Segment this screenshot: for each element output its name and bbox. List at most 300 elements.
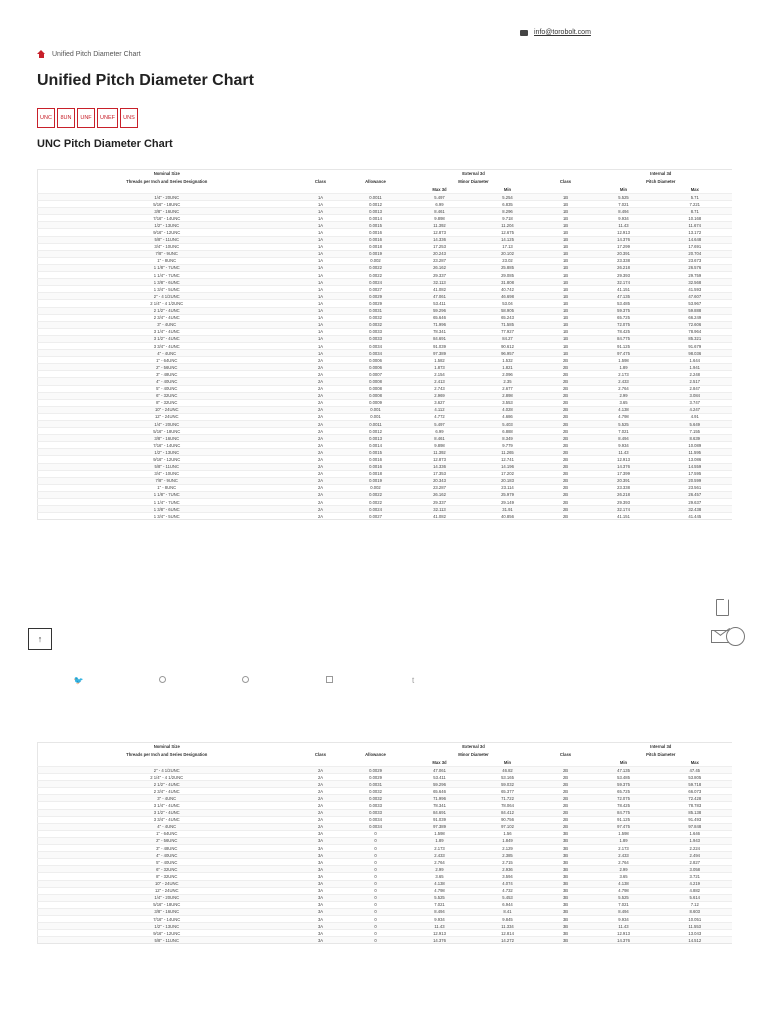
cell-class: 3A — [296, 859, 346, 866]
cell-pitch-min: 84.775 — [590, 335, 658, 342]
cell-class: 3A — [296, 880, 346, 887]
cell-allowance: 0.0006 — [346, 364, 406, 371]
cell-thread: 9/16" - 12UNC — [38, 229, 296, 236]
cell-minor-min: 2.677 — [474, 385, 542, 392]
cell-class: 1A — [296, 201, 346, 208]
cell-internal-class: 3B — [542, 880, 590, 887]
cell-class: 2A — [296, 823, 346, 830]
cell-minor-max: 2.173 — [406, 845, 474, 852]
cell-class: 3A — [296, 873, 346, 880]
cell-pitch-min: 65.725 — [590, 314, 658, 321]
cell-pitch-max: 2.827 — [658, 859, 732, 866]
cell-minor-max: 71.996 — [406, 321, 474, 328]
cell-class: 1A — [296, 293, 346, 300]
cell-minor-min: 2.096 — [474, 371, 542, 378]
cell-pitch-max: 26.576 — [658, 264, 732, 271]
tab-uns[interactable]: UNS — [120, 108, 138, 128]
cell-pitch-max: 23.673 — [658, 257, 732, 264]
cell-minor-max: 65.646 — [406, 314, 474, 321]
header-class-internal: Class — [559, 752, 572, 757]
cell-allowance: 0.0022 — [346, 272, 406, 279]
cell-minor-max: 59.296 — [406, 781, 474, 788]
cell-allowance: 0.0015 — [346, 449, 406, 456]
cell-allowance: 0.0033 — [346, 328, 406, 335]
cell-minor-max: 4.112 — [406, 406, 474, 413]
table-row — [38, 463, 733, 470]
cell-minor-max: 20.243 — [406, 250, 474, 257]
cell-thread: 6" - 32UNC — [38, 392, 296, 399]
cell-thread: 1" - 64UNC — [38, 357, 296, 364]
tab-unc[interactable]: UNC — [37, 108, 55, 128]
cell-internal-class: 2B — [542, 774, 590, 781]
cell-allowance: 0 — [346, 830, 406, 837]
cell-internal-class: 3B — [542, 937, 590, 944]
cell-internal-class: 1B — [542, 257, 590, 264]
cell-pitch-max: 47.45 — [658, 767, 732, 774]
cell-pitch-min: 59.375 — [590, 307, 658, 314]
cell-minor-min: 17.202 — [474, 470, 542, 477]
tab-unf[interactable]: UNF — [77, 108, 95, 128]
cell-pitch-min: 11.43 — [590, 923, 658, 930]
cell-thread: 4" - 4UNC — [38, 823, 296, 830]
cell-pitch-min: 4.138 — [590, 406, 658, 413]
instagram-icon[interactable] — [152, 676, 172, 685]
cell-internal-class: 2B — [542, 421, 590, 428]
table-row — [38, 908, 733, 915]
cell-pitch-max: 72.606 — [658, 321, 732, 328]
cell-class: 1A — [296, 236, 346, 243]
cell-minor-min: 97.102 — [474, 823, 542, 830]
cell-thread: 9/16" - 12UNC — [38, 930, 296, 937]
cell-internal-class: 3B — [542, 866, 590, 873]
cell-thread: 5/16" - 18UNC — [38, 901, 296, 908]
cell-class: 2A — [296, 442, 346, 449]
cell-minor-max: 91.039 — [406, 342, 474, 349]
cell-allowance: 0.0008 — [346, 378, 406, 385]
cell-minor-min: 14.272 — [474, 937, 542, 944]
table-row — [38, 513, 733, 520]
table-row — [38, 816, 733, 823]
cell-minor-min: 9.845 — [474, 915, 542, 922]
cell-thread: 10" - 24UNC — [38, 406, 296, 413]
header-external: External 3d — [462, 744, 485, 750]
cell-thread: 3/8" - 16UNC — [38, 208, 296, 215]
cell-thread: 1" - 8UNC — [38, 257, 296, 264]
cell-pitch-min: 1.598 — [590, 357, 658, 364]
table-row — [38, 823, 733, 830]
email-link[interactable]: info@torobolt.com — [534, 29, 591, 36]
cell-thread: 3 3/4" - 4UNC — [38, 816, 296, 823]
cell-pitch-min: 65.725 — [590, 788, 658, 795]
cell-thread: 1" - 8UNC — [38, 484, 296, 491]
cell-class: 2A — [296, 385, 346, 392]
cell-internal-class: 2B — [542, 802, 590, 809]
header-max: Max 3d — [432, 759, 447, 765]
table-row — [38, 293, 733, 300]
header-threads: Threads per Inch and Series Designation — [126, 752, 208, 757]
cell-class: 2A — [296, 463, 346, 470]
cell-thread: 1/2" - 13UNC — [38, 449, 296, 456]
cell-thread: 1 1/8" - 7UNC — [38, 264, 296, 271]
cell-allowance: 0 — [346, 894, 406, 901]
cell-internal-class: 2B — [542, 513, 590, 520]
cell-thread: 12" - 24UNC — [38, 413, 296, 420]
cell-pitch-max: 78.964 — [658, 328, 732, 335]
cell-allowance: 0.0018 — [346, 243, 406, 250]
cell-internal-class: 2B — [542, 767, 590, 774]
cell-pitch-min: 11.43 — [590, 222, 658, 229]
cell-minor-min: 65.377 — [474, 788, 542, 795]
table-row — [38, 335, 733, 342]
cell-pitch-max: 4.247 — [658, 406, 732, 413]
whatsapp-icon[interactable] — [726, 627, 745, 646]
cell-allowance: 0.0029 — [346, 300, 406, 307]
cell-internal-class: 1B — [542, 222, 590, 229]
cell-allowance: 0.0027 — [346, 286, 406, 293]
cell-allowance: 0.0016 — [346, 456, 406, 463]
cell-internal-class: 3B — [542, 908, 590, 915]
cell-class: 1A — [296, 215, 346, 222]
cell-minor-min: 5.403 — [474, 421, 542, 428]
table-row — [38, 208, 733, 215]
cell-minor-max: 32.113 — [406, 506, 474, 513]
cell-pitch-max: 2.517 — [658, 378, 732, 385]
cell-minor-max: 14.336 — [406, 463, 474, 470]
cell-pitch-min: 53.485 — [590, 774, 658, 781]
cell-minor-max: 23.287 — [406, 484, 474, 491]
cell-allowance: 0.0016 — [346, 463, 406, 470]
cell-minor-max: 6.99 — [406, 201, 474, 208]
cell-allowance: 0 — [346, 901, 406, 908]
cell-pitch-min: 11.43 — [590, 449, 658, 456]
cell-minor-min: 58.905 — [474, 307, 542, 314]
table-row — [38, 795, 733, 802]
cell-allowance: 0.0032 — [346, 795, 406, 802]
cell-pitch-max: 2.847 — [658, 385, 732, 392]
cell-class: 3A — [296, 837, 346, 844]
cell-internal-class: 3B — [542, 901, 590, 908]
table-row — [38, 837, 733, 844]
cell-minor-min: 29.149 — [474, 499, 542, 506]
cell-minor-min: 6.944 — [474, 901, 542, 908]
header-min: Min — [503, 759, 512, 765]
cell-class: 1A — [296, 279, 346, 286]
cell-pitch-min: 2.173 — [590, 371, 658, 378]
cell-class: 1A — [296, 229, 346, 236]
cell-minor-min: 25.979 — [474, 491, 542, 498]
cell-pitch-max: 10.089 — [658, 442, 732, 449]
cell-minor-max: 91.039 — [406, 816, 474, 823]
table-row — [38, 880, 733, 887]
cell-class: 1A — [296, 264, 346, 271]
cell-allowance: 0.0011 — [346, 421, 406, 428]
cell-internal-class: 2B — [542, 456, 590, 463]
cell-class: 3A — [296, 830, 346, 837]
cell-allowance: 0.0016 — [346, 229, 406, 236]
cell-minor-min: 12.675 — [474, 229, 542, 236]
cell-thread: 2 1/4" - 4 1/2UNC — [38, 300, 296, 307]
cell-allowance: 0 — [346, 930, 406, 937]
table-row — [38, 491, 733, 498]
cell-thread: 1 3/8" - 6UNC — [38, 279, 296, 286]
cell-pitch-max: 4.219 — [658, 880, 732, 887]
cell-pitch-min: 41.151 — [590, 513, 658, 520]
cell-allowance: 0.0022 — [346, 491, 406, 498]
cell-minor-max: 2.433 — [406, 852, 474, 859]
cell-thread: 5/16" - 18UNC — [38, 428, 296, 435]
cell-pitch-min: 14.376 — [590, 463, 658, 470]
cell-class: 2A — [296, 816, 346, 823]
cell-class: 2A — [296, 491, 346, 498]
table-row — [38, 279, 733, 286]
cell-pitch-min: 12.913 — [590, 229, 658, 236]
table-row — [38, 321, 733, 328]
cell-thread: 4" - 4UNC — [38, 350, 296, 357]
page-title: Unified Pitch Diameter Chart — [37, 72, 254, 89]
linkedin-icon[interactable] — [320, 676, 340, 685]
cell-minor-min: 12.814 — [474, 930, 542, 937]
cell-internal-class: 3B — [542, 852, 590, 859]
cell-class: 2A — [296, 371, 346, 378]
cell-thread: 3/8" - 16UNC — [38, 908, 296, 915]
cell-pitch-min: 1.89 — [590, 364, 658, 371]
cell-thread: 12" - 24UNC — [38, 887, 296, 894]
cell-pitch-min: 2.173 — [590, 845, 658, 852]
cell-pitch-min: 9.934 — [590, 215, 658, 222]
cell-minor-max: 20.343 — [406, 477, 474, 484]
cell-class: 2A — [296, 406, 346, 413]
cell-pitch-max: 41.593 — [658, 286, 732, 293]
cell-internal-class: 2B — [542, 499, 590, 506]
cell-minor-min: 11.204 — [474, 222, 542, 229]
cell-pitch-max: 78.783 — [658, 802, 732, 809]
tumblr-icon[interactable]: t — [412, 675, 415, 685]
cell-pitch-max: 66.073 — [658, 788, 732, 795]
cell-allowance: 0.002 — [346, 484, 406, 491]
cell-minor-max: 32.113 — [406, 279, 474, 286]
header-max-internal: Max — [690, 186, 699, 192]
cell-pitch-min: 97.475 — [590, 823, 658, 830]
table-row — [38, 236, 733, 243]
cell-thread: 3 3/4" - 4UNC — [38, 342, 296, 349]
cell-pitch-max: 53.967 — [658, 300, 732, 307]
section-title: UNC Pitch Diameter Chart — [37, 138, 173, 150]
cell-pitch-max: 85.321 — [658, 335, 732, 342]
cell-pitch-min: 1.598 — [590, 830, 658, 837]
cell-pitch-max: 32.438 — [658, 506, 732, 513]
cell-pitch-max: 10.168 — [658, 215, 732, 222]
cell-pitch-min: 72.075 — [590, 795, 658, 802]
cell-thread: 1/2" - 13UNC — [38, 222, 296, 229]
cell-pitch-max: 7.155 — [658, 428, 732, 435]
table-row — [38, 456, 733, 463]
cell-minor-min: 9.718 — [474, 215, 542, 222]
cell-allowance: 0.0019 — [346, 250, 406, 257]
cell-thread: 1 1/4" - 7UNC — [38, 499, 296, 506]
cell-allowance: 0.0029 — [346, 767, 406, 774]
cell-minor-min: 59.032 — [474, 781, 542, 788]
cell-thread: 3" - 4UNC — [38, 321, 296, 328]
cell-pitch-min: 4.798 — [590, 413, 658, 420]
cell-minor-max: 11.392 — [406, 449, 474, 456]
cell-class: 2A — [296, 484, 346, 491]
cell-class: 2A — [296, 428, 346, 435]
cell-minor-max: 12.873 — [406, 456, 474, 463]
cell-class: 2A — [296, 774, 346, 781]
table-row — [38, 350, 733, 357]
table-row — [38, 357, 733, 364]
cell-pitch-min: 97.475 — [590, 350, 658, 357]
cell-class: 3A — [296, 908, 346, 915]
cell-thread: 7/8" - 9UNC — [38, 477, 296, 484]
cell-minor-min: 90.756 — [474, 816, 542, 823]
cell-minor-max: 47.061 — [406, 293, 474, 300]
header-minor-diameter: Minor Diameter — [458, 752, 489, 757]
cell-internal-class: 1B — [542, 307, 590, 314]
cell-minor-max: 9.898 — [406, 442, 474, 449]
cell-allowance: 0.0024 — [346, 506, 406, 513]
cell-pitch-min: 8.494 — [590, 908, 658, 915]
cell-pitch-min: 59.375 — [590, 781, 658, 788]
cell-allowance: 0.0032 — [346, 314, 406, 321]
cell-class: 2A — [296, 378, 346, 385]
tab-8un[interactable]: 8UN — [57, 108, 75, 128]
twitter-icon[interactable]: 🐦 — [73, 675, 84, 685]
cell-minor-min: 4.074 — [474, 880, 542, 887]
cell-pitch-min: 29.393 — [590, 272, 658, 279]
cell-thread: 2" - 56UNC — [38, 837, 296, 844]
cell-internal-class: 3B — [542, 923, 590, 930]
table-row — [38, 852, 733, 859]
cell-pitch-min: 12.913 — [590, 456, 658, 463]
table-row — [38, 442, 733, 449]
mail-icon — [520, 30, 528, 36]
cell-internal-class: 2B — [542, 463, 590, 470]
tab-unef[interactable]: UNEF — [97, 108, 118, 128]
cell-pitch-max: 2.224 — [658, 845, 732, 852]
cell-class: 2A — [296, 767, 346, 774]
cell-minor-max: 2.743 — [406, 385, 474, 392]
cell-thread: 5/8" - 11UNC — [38, 463, 296, 470]
cell-pitch-max: 7.221 — [658, 201, 732, 208]
cell-minor-max: 1.582 — [406, 357, 474, 364]
cell-class: 2A — [296, 364, 346, 371]
table-row — [38, 264, 733, 271]
cell-pitch-max: 17.691 — [658, 243, 732, 250]
cell-pitch-max: 1.646 — [658, 830, 732, 837]
cell-minor-min: 1.56 — [474, 830, 542, 837]
cell-class: 2A — [296, 357, 346, 364]
cell-minor-max: 2.413 — [406, 378, 474, 385]
cell-internal-class: 2B — [542, 477, 590, 484]
cell-pitch-max: 14.648 — [658, 236, 732, 243]
cell-pitch-max: 2.494 — [658, 852, 732, 859]
home-icon[interactable] — [37, 50, 46, 58]
cell-class: 1A — [296, 300, 346, 307]
cell-allowance: 0.0031 — [346, 307, 406, 314]
cell-minor-min: 11.334 — [474, 923, 542, 930]
header-external: External 3d — [462, 171, 485, 177]
cell-minor-min: 1.821 — [474, 364, 542, 371]
header-max-internal: Max — [690, 759, 699, 765]
cell-thread: 6" - 32UNC — [38, 866, 296, 873]
cell-pitch-min: 78.425 — [590, 328, 658, 335]
cell-class: 2A — [296, 399, 346, 406]
pdf-icon[interactable] — [716, 599, 729, 616]
cell-pitch-max: 59.718 — [658, 781, 732, 788]
table-row — [38, 894, 733, 901]
cell-allowance: 0.0024 — [346, 279, 406, 286]
cell-pitch-max: 13.172 — [658, 229, 732, 236]
cell-pitch-min: 4.138 — [590, 880, 658, 887]
cell-minor-min: 4.028 — [474, 406, 542, 413]
cell-allowance: 0 — [346, 887, 406, 894]
header-min: Min — [503, 186, 512, 192]
cell-pitch-min: 53.485 — [590, 300, 658, 307]
cell-internal-class: 1B — [542, 321, 590, 328]
cell-minor-min: 2.898 — [474, 392, 542, 399]
cell-minor-min: 17.13 — [474, 243, 542, 250]
cell-class: 2A — [296, 788, 346, 795]
cell-internal-class: 1B — [542, 229, 590, 236]
header-pitch-diameter: Pitch Diameter — [646, 179, 676, 184]
cell-allowance: 0.0015 — [346, 222, 406, 229]
cell-pitch-max: 4.882 — [658, 887, 732, 894]
cell-minor-max: 9.934 — [406, 915, 474, 922]
cell-class: 2A — [296, 456, 346, 463]
header-class-internal: Class — [559, 179, 572, 184]
cell-thread: 3" - 48UNC — [38, 845, 296, 852]
cell-pitch-min: 2.433 — [590, 852, 658, 859]
cell-allowance: 0.0034 — [346, 816, 406, 823]
cell-minor-max: 5.497 — [406, 194, 474, 201]
cell-minor-max: 5.525 — [406, 894, 474, 901]
cell-internal-class: 2B — [542, 449, 590, 456]
cell-minor-min: 8.349 — [474, 435, 542, 442]
cell-class: 1A — [296, 222, 346, 229]
cell-thread: 1/4" - 20UNC — [38, 421, 296, 428]
table-row — [38, 371, 733, 378]
cell-pitch-max: 13.086 — [658, 456, 732, 463]
cell-class: 2A — [296, 513, 346, 520]
cell-allowance: 0 — [346, 859, 406, 866]
cell-allowance: 0.0018 — [346, 470, 406, 477]
table-row — [38, 767, 733, 774]
cell-pitch-max: 14.512 — [658, 937, 732, 944]
cell-class: 2A — [296, 781, 346, 788]
cell-minor-min: 31.808 — [474, 279, 542, 286]
cell-pitch-max: 3.084 — [658, 392, 732, 399]
pinterest-icon[interactable] — [236, 676, 256, 685]
cell-allowance: 0 — [346, 908, 406, 915]
table-row — [38, 314, 733, 321]
cell-pitch-min: 47.135 — [590, 767, 658, 774]
cell-pitch-max: 91.493 — [658, 816, 732, 823]
cell-pitch-max: 97.848 — [658, 823, 732, 830]
table-row — [38, 194, 733, 201]
cell-internal-class: 2B — [542, 428, 590, 435]
cell-internal-class: 3B — [542, 887, 590, 894]
cell-class: 3A — [296, 930, 346, 937]
cell-pitch-min: 2.99 — [590, 866, 658, 873]
cell-minor-max: 11.43 — [406, 923, 474, 930]
cell-minor-min: 8.41 — [474, 908, 542, 915]
cell-internal-class: 2B — [542, 378, 590, 385]
cell-class: 2A — [296, 470, 346, 477]
cell-pitch-max: 3.747 — [658, 399, 732, 406]
table-row — [38, 781, 733, 788]
back-to-top-button[interactable]: ↑ — [28, 628, 52, 650]
